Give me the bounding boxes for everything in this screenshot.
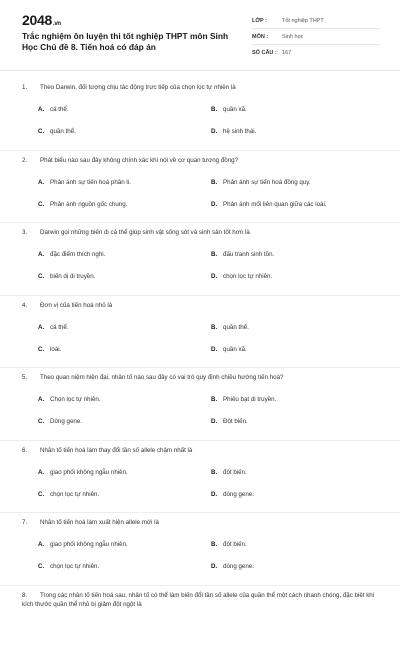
option-c[interactable] [38,562,99,571]
question-item [0,441,400,514]
question-stem: Theo Darwin, đối tượng chịu tác động trực tiếp của chọn lọc tự nhiên là [40,84,236,91]
question-item [0,151,400,224]
option-letter: D. [211,272,223,281]
option-text: chọn lọc tự nhiên. [50,563,99,570]
option-letter: C. [38,345,50,354]
question-item [0,223,400,296]
option-text: đột biến. [223,541,247,548]
option-text: Đột biến. [223,418,248,425]
meta-label: SỐ CÂU : [252,50,282,56]
question-text [22,518,382,527]
option-text: biến dị di truyền. [50,273,95,280]
option-text: hệ sinh thái. [223,128,256,135]
question-item [0,586,400,658]
question-text [22,591,382,609]
meta-value: Tốt nghiệp THPT [282,18,324,24]
option-c[interactable] [38,345,61,354]
page-header [0,0,400,70]
option-d[interactable] [211,272,272,281]
option-letter: A. [38,323,50,332]
option-letter: D. [211,417,223,426]
option-b[interactable] [211,468,247,477]
question-text [22,373,382,382]
option-text: cá thể. [50,106,69,113]
option-letter: A. [38,178,50,187]
option-letter: A. [38,540,50,549]
option-c[interactable] [38,200,127,209]
meta-label: MÔN : [252,34,282,40]
option-letter: C. [38,417,50,426]
option-d[interactable] [211,562,254,571]
option-d[interactable] [211,200,327,209]
question-stem: Đơn vị của tiến hoá nhỏ là [40,302,112,309]
meta-row-count [252,45,380,61]
meta-label: LỚP : [252,18,282,24]
option-letter: B. [211,395,223,404]
question-stem: Nhân tố tiến hoá làm xuất hiện allele mới là [40,519,159,526]
option-b[interactable] [211,105,247,114]
option-letter: C. [38,272,50,281]
option-c[interactable] [38,272,95,281]
option-letter: D. [211,490,223,499]
option-letter: B. [211,540,223,549]
question-number: 5. [22,373,40,382]
option-letter: D. [211,127,223,136]
option-c[interactable] [38,490,99,499]
site-logo[interactable] [22,12,61,28]
option-d[interactable] [211,417,248,426]
question-item [0,296,400,369]
meta-value: 167 [282,50,291,56]
question-number: 1. [22,83,40,92]
question-stem: Theo quan niệm hiện đại, nhân tố nào sau đây có vai trò quy định chiều hướng tiến hoá? [40,374,284,381]
meta-row-subject [252,29,380,45]
option-text: dòng gene. [223,491,254,498]
option-text: Phản ánh mối liên quan giữa các loài. [223,201,327,208]
option-a[interactable] [38,540,128,549]
option-text: đặc điểm thích nghi. [50,251,105,258]
option-text: loài. [50,346,61,353]
option-letter: C. [38,127,50,136]
option-a[interactable] [38,395,101,404]
option-b[interactable] [211,178,311,187]
option-text: giao phối không ngẫu nhiên. [50,541,128,548]
question-number: 2. [22,156,40,165]
option-text: chọn lọc tự nhiên. [223,273,272,280]
option-b[interactable] [211,395,276,404]
option-letter: A. [38,105,50,114]
option-text: chọn lọc tự nhiên. [50,491,99,498]
option-text: quần xã. [223,106,247,113]
option-letter: C. [38,200,50,209]
option-letter: B. [211,178,223,187]
option-letter: B. [211,468,223,477]
option-text: Phản ánh nguồn gốc chung. [50,201,127,208]
option-b[interactable] [211,540,247,549]
option-text: cá thể. [50,324,69,331]
option-text: quần thể. [50,128,76,135]
option-letter: A. [38,395,50,404]
option-text: đột biến. [223,469,247,476]
question-number: 8. [22,591,40,600]
option-letter: C. [38,490,50,499]
option-letter: A. [38,250,50,259]
question-stem: Darwin gọi những biến dị cá thể giúp sinh vật sống sót và sinh sản tốt hơn là [40,229,250,236]
page-title: Trắc nghiệm ôn luyện thi tốt nghiệp THPT môn Sinh Học Chủ đề 8. Tiến hoá có đáp án [22,31,242,53]
option-text: Phiêu bạt di truyền. [223,396,276,403]
meta-value: Sinh học [282,34,303,40]
option-a[interactable] [38,105,69,114]
option-text: giao phối không ngẫu nhiên. [50,469,128,476]
option-text: quần xã. [223,346,247,353]
question-number: 7. [22,518,40,527]
option-a[interactable] [38,250,105,259]
question-text [22,228,382,237]
logo-suffix: .vn [53,21,61,27]
logo-main: 2048 [22,12,52,28]
option-text: đấu tranh sinh tồn. [223,251,274,258]
question-text [22,156,382,165]
meta-table [252,13,380,61]
option-text: Chọn lọc tự nhiên. [50,396,101,403]
option-text: dòng gene. [223,563,254,570]
question-item [0,78,400,151]
option-letter: D. [211,200,223,209]
option-d[interactable] [211,490,254,499]
question-stem: Trong các nhân tố tiến hoá sau, nhân tố có thể làm biến đổi tần số allele của quần thể một cách nhanh chóng, đặc biệt khi kích thước quần thể nhỏ bị giảm đột ngột là [22,592,374,608]
option-a[interactable] [38,468,128,477]
question-item [0,513,400,586]
question-list [0,78,400,658]
question-text [22,446,382,455]
header-divider [0,70,400,71]
question-number: 6. [22,446,40,455]
option-a[interactable] [38,323,69,332]
option-letter: D. [211,345,223,354]
option-c[interactable] [38,417,82,426]
option-text: quần thể. [223,324,249,331]
option-letter: C. [38,562,50,571]
option-letter: A. [38,468,50,477]
option-letter: D. [211,562,223,571]
question-number: 3. [22,228,40,237]
question-text [22,301,382,310]
question-item [0,368,400,441]
option-letter: B. [211,250,223,259]
option-text: Dòng gene. [50,418,82,425]
question-number: 4. [22,301,40,310]
option-letter: B. [211,323,223,332]
meta-row-class [252,13,380,29]
option-text: Phản ánh sự tiến hoá phân li. [50,179,131,186]
option-a[interactable] [38,178,131,187]
option-d[interactable] [211,127,256,136]
question-stem: Nhân tố tiến hoá làm thay đổi tần số allele chậm nhất là [40,447,192,454]
option-letter: B. [211,105,223,114]
option-c[interactable] [38,127,76,136]
option-d[interactable] [211,345,247,354]
question-text [22,83,382,92]
option-b[interactable] [211,250,274,259]
question-stem: Phát biểu nào sau đây không chính xác khi nói về cơ quan tương đồng? [40,157,238,164]
option-text: Phản ánh sự tiến hoá đồng quy. [223,179,311,186]
option-b[interactable] [211,323,249,332]
